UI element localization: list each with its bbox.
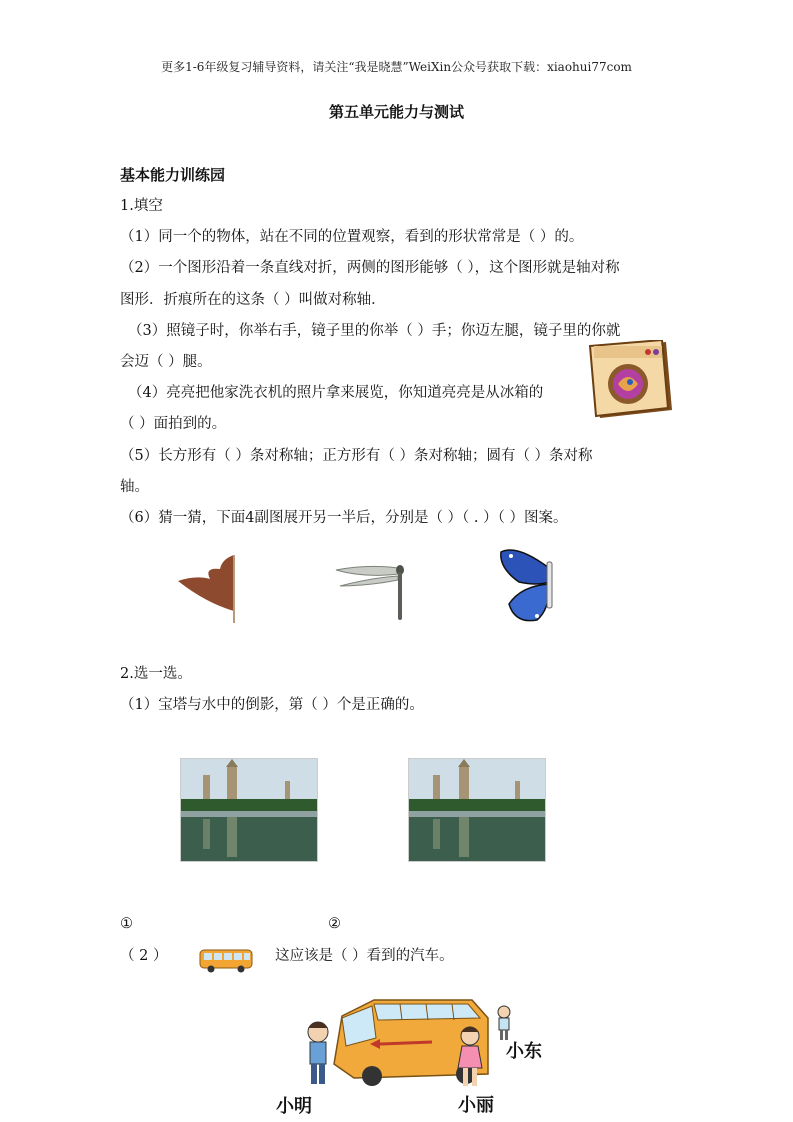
q1-item-3-line2: 会迈（ ）腿。 <box>120 354 212 370</box>
q1-item-4-line1: （4）亮亮把他家洗衣机的照片拿来展览，你知道亮亮是从冰箱的 <box>128 385 544 401</box>
pagoda-photo-2 <box>408 758 546 862</box>
q1-item-2-line2: 图形．折痕所在的这条（ ）叫做对称轴． <box>120 292 386 308</box>
q1-item-4-line2: （ ）面拍到的。 <box>120 416 227 432</box>
q1-item-3-line1: （3）照镜子时，你举右手，镜子里的你举（ ）手；你迈左腿，镜子里的你就 <box>128 323 621 339</box>
small-bus-icon <box>198 946 254 974</box>
label-xiaoming: 小明 <box>276 1096 312 1117</box>
q1-item-2-line1: （2）一个图形沿着一条直线对折，两侧的图形能够（ ），这个图形就是轴对称 <box>120 260 620 276</box>
washing-machine-image <box>586 340 674 420</box>
label-xiaodong: 小东 <box>506 1041 542 1062</box>
q2-heading: 2.选一选。 <box>120 666 192 682</box>
pagoda-photo-1 <box>180 758 318 862</box>
q2-item-2-text: 这应该是（ ）看到的汽车。 <box>275 948 454 964</box>
option-label-2: ② <box>328 916 341 932</box>
half-leaf-image <box>176 553 238 625</box>
option-label-1: ① <box>120 916 133 932</box>
page-header: 更多1-6年级复习辅导资料，请关注“我是晓慧”WeiXin公众号获取下载：xiaohui77com <box>161 60 632 74</box>
half-butterfly-image <box>497 548 555 624</box>
q2-item-1: （1）宝塔与水中的倒影，第（ ）个是正确的。 <box>120 697 424 713</box>
q1-heading: 1.填空 <box>120 198 163 214</box>
q1-item-5-line1: （5）长方形有（ ）条对称轴；正方形有（ ）条对称轴；圆有（ ）条对称 <box>120 448 593 464</box>
half-dragonfly-image <box>334 560 408 622</box>
page-title: 第五单元能力与测试 <box>328 103 464 121</box>
section-heading: 基本能力训练园 <box>120 166 226 184</box>
q1-item-1: （1）同一个的物体，站在不同的位置观察，看到的形状常常是（ ）的。 <box>120 229 584 245</box>
label-xiaoli: 小丽 <box>458 1095 494 1116</box>
q1-item-5-line2: 轴。 <box>120 479 149 495</box>
q2-item-2-prefix: （ 2 ） <box>120 948 168 964</box>
q1-item-6: （6）猜一猜，下面4副图展开另一半后，分别是（ ）（ . ）（ ）图案。 <box>120 510 568 526</box>
